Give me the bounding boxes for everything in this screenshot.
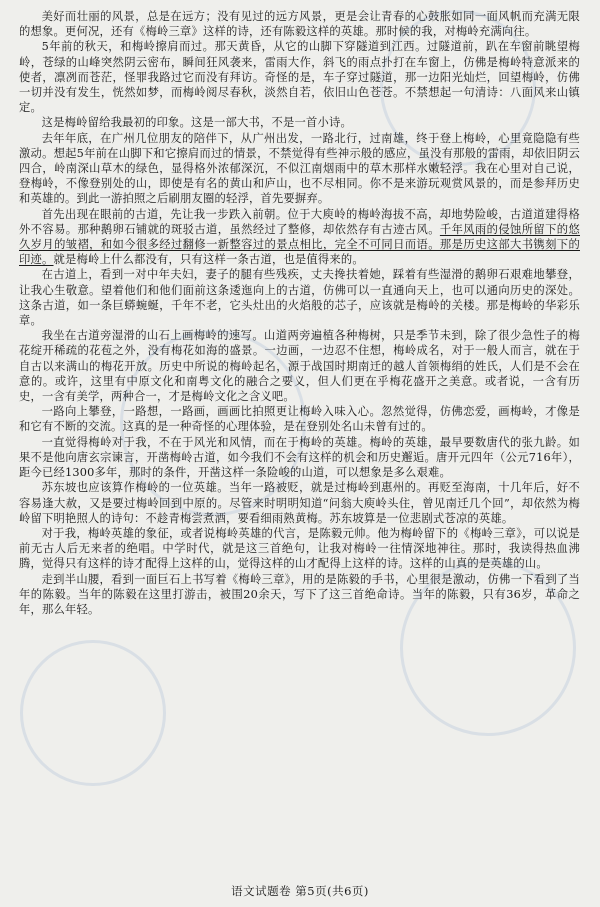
paragraph-3: 这是梅岭留给我最初的印象。这是一部大书，不是一首小诗。 [41,116,353,130]
underlined-sentence: 千年风雨的侵蚀所留下的悠久岁月的皱褶，和如今很多经过翻修一新整容过的景点相比，完全不可同日而语。那是历史这部大书镌刻下的印迹。 [19,222,580,267]
paragraph-11: 对于我，梅岭英雄的象征，或者说梅岭英雄的代言，是陈毅元帅。他为梅岭留下的《梅岭三章》，可以说是前无古人后无来者的绝唱。中学时代，就是这三首绝句，让我对梅岭一往情深地神往。那时，我读得热血沸腾，觉得只有这样的诗才配得上这样的山，觉得这样的山才配得上这样的诗。这样的山真的是英雄的山。 [19,526,580,571]
paragraph-1: 美好而壮丽的风景，总是在远方；没有见过的远方风景，更是会让青春的心鼓胀如同一面风帆而充满无限的想象。更何况，还有《梅岭三章》这样的诗，还有陈毅这样的英雄。那时候的我，对梅岭充满向往。 [19,10,580,39]
paragraph-9: 一直觉得梅岭对于我，不在于风光和风情，而在于梅岭的英雄。梅岭的英雄，最早要数唐代的张九龄。如果不是他向唐玄宗谏言，开凿梅岭古道，如今我们不会有这样的机会和历史邂逅。唐开元四年（公元716年），距今已经1300多年，那时的条件，开凿这样一条险峻的山道，可以想象是多么艰难。 [19,435,580,480]
paragraph-8: 一路向上攀登，一路想，一路画，画画比拍照更让梅岭入味入心。忽然觉得，仿佛恋爱，画梅岭，才像是和它有不断的交流。这真的是一种奇怪的心理体验，是在登别处名山未曾有过的。 [19,405,580,434]
paragraph-6: 在古道上，看到一对中年夫妇，妻子的腿有些残疾，丈夫搀扶着她，踩着有些湿滑的鹅卵石艰难地攀登，让我心生敬意。望着他们和他们面前这条逶迤向上的古道，仿佛可以一直通向天上，也可以通向历史的深处。这条古道，如一条巨蟒蜿蜒，千年不老，它头灶出的火焰般的芯子，应该就是梅岭的关楼。那是梅岭的华彩乐章。 [19,268,580,328]
paragraph-10: 苏东坡也应该算作梅岭的一位英雄。当年一路被贬，就是过梅岭到惠州的。再贬至海南，十几年后，好不容易逢大赦，又是要过梅岭回到中原的。尽管来时明明知道“问翁大庾岭头住，曾见南迁几个回”，却依然为梅岭留下明艳照人的诗句：不趁青梅尝煮酒，要看细雨熟黄梅。苏东坡算是一位悲剧式苍凉的英雄。 [19,481,580,525]
paragraph-5: 首先出现在眼前的古道，先让我一步跌入前朝。位于大庾岭的梅岭海拔不高，却地势险峻，古道道建得格外不容易。那种鹅卵石铺就的斑驳古道，虽然经过了整修，却依然存有古迹古风。千年风雨的侵蚀所留下的悠久岁月的皱褶，和如今很多经过翻修一新整容过的景点相比，完全不可同日而语。那是历史这部大书镌刻下的印迹。就是梅岭上什么都没有，只有这样一条古道，也是值得来的。 [19,207,580,267]
paragraph-7: 我坐在古道旁湿滑的山石上画梅岭的速写。山道两旁遍植各种梅树，只是季节未到，除了很少急性子的梅花绽开稀疏的花苞之外，没有梅花如海的盛景。一边画，一边忍不住想，梅岭成名，对于一般人而言，就在于自古以来满山的梅花开放。历史中所说的梅岭起名，源于战国时期南迁的越人首领梅绢的姓氏，人们是不会在意的。或许，这里有中原文化和南粤文化的融合之要义，但人们更在乎梅花盛开之美意。或者说，一含有历史，一含有美学，两种合一，才是梅岭文化之含义吧。 [19,329,580,404]
paragraph-2: 5年前的秋天，和梅岭擦肩而过。那天黄昏，从它的山脚下穿隧道到江西。过隧道前，趴在车窗前眺望梅岭，苍绿的山峰突然阴云密布，瞬间狂风袭来，雷雨大作，斜飞的雨点扑打在车窗上，仿佛是梅岭特意派来的使者，凛冽而苍茫，怪罪我路过它而没有拜访。奇怪的是，车子穿过隧道，那一边阳光灿烂，回望梅岭，仿佛一切并没有发生，恍然如梦，而梅岭阅尽春秋，淡然自若，依旧山色苍苍。不禁想起一句清诗：八面风来山镇定。 [19,40,580,115]
paragraph-4: 去年年底，在广州几位朋友的陪伴下，从广州出发，一路北行，过南雄，终于登上梅岭，心里竟隐隐有些激动。想起5年前在山脚下和它擦肩而过的情景，不禁觉得有些神示般的感应，虽没有那般的雷雨，却依旧阴云四合，岭南深山草木的绿色，显得格外浓郁深沉，不似江南烟雨中的草木那样水嫩轻浮。我在心里对自己说，登梅岭，不像登别处的山，即使是有名的黄山和庐山，也不尽相同。你不是来游玩观赏风景的，而是参拜历史和英雄的。到此一游拍照之后刷朋友圈的轻浮，首先要摒弃。 [19,131,580,206]
page-footer: 语文试题卷 第5页(共6页) [231,884,369,898]
paragraph-12: 走到半山腰，看到一面巨石上书写着《梅岭三章》，用的是陈毅的手书，心里很是激动，仿佛一下看到了当年的陈毅。当年的陈毅在这里打游击，被围20余天，写下了这三首绝命诗。当年的陈毅，只有36岁，革命之年，那么年轻。 [19,572,580,616]
